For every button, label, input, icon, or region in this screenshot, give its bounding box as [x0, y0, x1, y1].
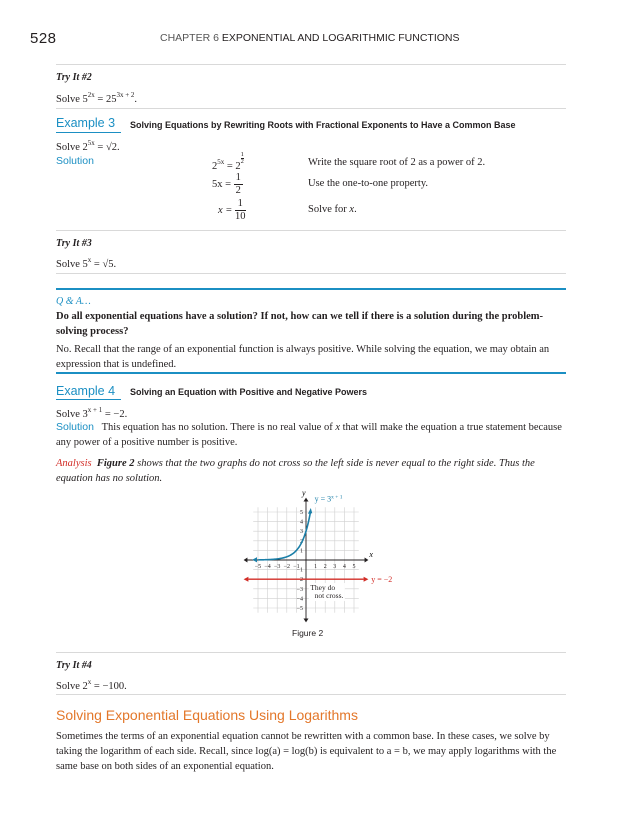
- y-tick-label: 4: [300, 519, 303, 526]
- try-it-problem: Solve $5^x = √5$.: [56, 256, 117, 270]
- qa-question: Do all exponential equations have a solution? If not, how can we tell if there is a solution during the problem-solving process?: [56, 311, 544, 337]
- example-solution: Solution This equation has no solution. There is no real value of x that will make the equation a true statement because any power of a positive number is positive.: [56, 421, 562, 448]
- x-tick-label: 3: [333, 564, 337, 570]
- y-tick-label: −5: [296, 606, 303, 612]
- qa-top-bar: [56, 288, 566, 290]
- x-tick-label: 4: [342, 564, 346, 570]
- curve-arrow-top: [308, 508, 312, 514]
- example-label: Example 4: [56, 384, 116, 398]
- try-it-problem: Solve $5^{2x} = 25^{3x + 2}$.: [56, 91, 138, 105]
- try-it-label: Try It #3: [56, 238, 92, 249]
- line-label: y = −2: [371, 575, 393, 585]
- y-tick-label: −3: [296, 586, 303, 593]
- example-underline: [56, 399, 121, 400]
- example-problem: Solve $2^{5x} = √2$.: [56, 139, 120, 153]
- x-axis-label: x: [369, 550, 373, 559]
- example-problem: Solve $3^{x + 1} = -2$.: [56, 406, 128, 420]
- step-1-note: Write the square root of 2 as a power of 2.: [308, 157, 486, 168]
- y-tick-label: 3: [300, 529, 303, 536]
- curve-arrow-left: [252, 557, 257, 562]
- x-tick-label: −1: [293, 564, 300, 570]
- figure-caption: Figure 2: [292, 628, 324, 638]
- solution-step-3: x = $\frac{1}{10}$: [218, 198, 246, 222]
- example-title: Solving an Equation with Positive and Negative Powers: [130, 387, 368, 397]
- y-tick-label: 2: [300, 538, 303, 545]
- solution-step-1: $2^{5x} = 2$ $^{\frac{1}{2}}$: [212, 151, 244, 172]
- line-arrow-left: [244, 577, 249, 582]
- x-tick-label: 2: [323, 564, 327, 570]
- section-body: Sometimes the terms of an exponential equation cannot be rewritten with a common base. In these cases, we solve by taking the logarithm of each side. Recall, since log(a) = log(b) is equivalent to a = b, we may apply logarithms with the same base on both sides of an exponential equation.: [56, 731, 557, 772]
- x-axis-arrow-left: [244, 558, 248, 563]
- qa-answer: No. Recall that the range of an exponential function is always positive. While solving the equation, we may obtain an expression that is undefined.: [56, 344, 550, 370]
- solution-label: Solution: [56, 155, 94, 167]
- y-tick-label: −1: [296, 567, 303, 574]
- chapter-title: EXPONENTIAL AND LOGARITHMIC FUNCTIONS: [221, 32, 460, 44]
- divider: [56, 273, 566, 274]
- example-title: Solving Equations by Rewriting Roots with Fractional Exponents to Have a Common Base: [130, 120, 516, 130]
- qa-bottom-bar: [56, 372, 566, 374]
- divider: [56, 694, 566, 695]
- page-number: 528: [30, 30, 57, 47]
- x-tick-label: −5: [254, 564, 262, 570]
- solution-step-2: 5x = $\frac{1}{2}$: [212, 172, 241, 196]
- qa-label: Q & A…: [56, 296, 91, 307]
- x-tick-label: 5: [352, 564, 356, 570]
- step-3-note: Solve for x.: [308, 204, 357, 215]
- curve-label: $y = 3^{x + 1}$: [314, 494, 343, 504]
- y-axis-arrow-up: [304, 498, 309, 502]
- analysis-paragraph: Analysis Figure 2 shows that the two graphs do not cross so the left side is never equal to the right side. Thus the equation has no solution.: [56, 458, 535, 484]
- x-tick-label: 1: [314, 564, 318, 570]
- y-axis-arrow-down: [304, 619, 309, 623]
- y-axis-label: y: [302, 488, 306, 498]
- try-it-problem: Solve $2^x = -100$.: [56, 678, 127, 692]
- figure-graph: [230, 486, 410, 626]
- y-tick-label: 5: [300, 510, 303, 516]
- y-tick-label: −4: [296, 596, 303, 603]
- divider: [56, 108, 566, 109]
- analysis-label: Analysis: [56, 458, 92, 469]
- step-2-note: Use the one-to-one property.: [308, 178, 429, 189]
- x-tick-label: −2: [283, 564, 290, 570]
- divider: [56, 652, 566, 653]
- chapter-number: CHAPTER 6: [160, 32, 219, 44]
- chapter-header: [160, 32, 460, 44]
- y-tick-label: 1: [300, 548, 303, 555]
- try-it-label: Try It #2: [56, 72, 92, 83]
- example-label: Example 3: [56, 116, 116, 130]
- section-heading: Solving Exponential Equations Using Logarithms: [56, 707, 358, 723]
- figure-reference: Figure 2: [96, 458, 135, 469]
- x-tick-label: −4: [264, 564, 271, 570]
- annotation-line-1: They do: [310, 583, 336, 593]
- annotation-line-2: not cross.: [314, 591, 344, 601]
- line-arrow-right: [364, 577, 369, 582]
- y-tick-label: −2: [296, 577, 303, 584]
- divider: [56, 230, 566, 231]
- try-it-label: Try It #4: [56, 660, 92, 671]
- x-axis-arrow-right: [365, 558, 369, 563]
- x-tick-label: −3: [274, 564, 281, 570]
- example-underline: [56, 132, 121, 133]
- divider: [56, 64, 566, 65]
